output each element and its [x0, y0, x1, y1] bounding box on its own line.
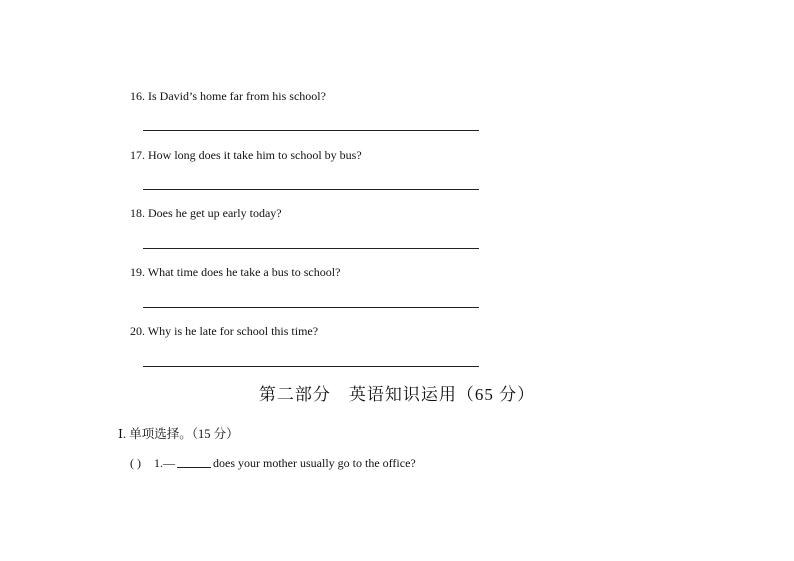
question-16: 16. Is David’s home far from his school?	[130, 89, 326, 103]
item-text: does your mother usually go to the office?	[213, 456, 416, 470]
question-17: 17. How long does it take him to school by bus?	[130, 148, 362, 162]
question-20: 20. Why is he late for school this time?	[130, 324, 319, 338]
answer-paren[interactable]: ( )	[130, 456, 141, 470]
answer-line-16[interactable]	[143, 130, 479, 131]
section-title	[0, 384, 794, 406]
answer-line-19[interactable]	[143, 307, 479, 308]
section-title-subject: 英语知识运用（65 分）	[348, 385, 536, 404]
answer-line-20[interactable]	[143, 366, 479, 367]
part-one-heading: Ⅰ. 单项选择。（15 分）	[118, 427, 239, 441]
multiple-choice-item-1	[130, 456, 416, 470]
section-title-part: 第二部分	[258, 385, 331, 404]
item-number: 1.—	[154, 456, 175, 470]
question-19: 19. What time does he take a bus to school?	[130, 265, 341, 279]
question-18: 18. Does he get up early today?	[130, 206, 282, 220]
answer-line-18[interactable]	[143, 248, 479, 249]
fill-blank[interactable]	[177, 456, 211, 468]
answer-line-17[interactable]	[143, 189, 479, 190]
